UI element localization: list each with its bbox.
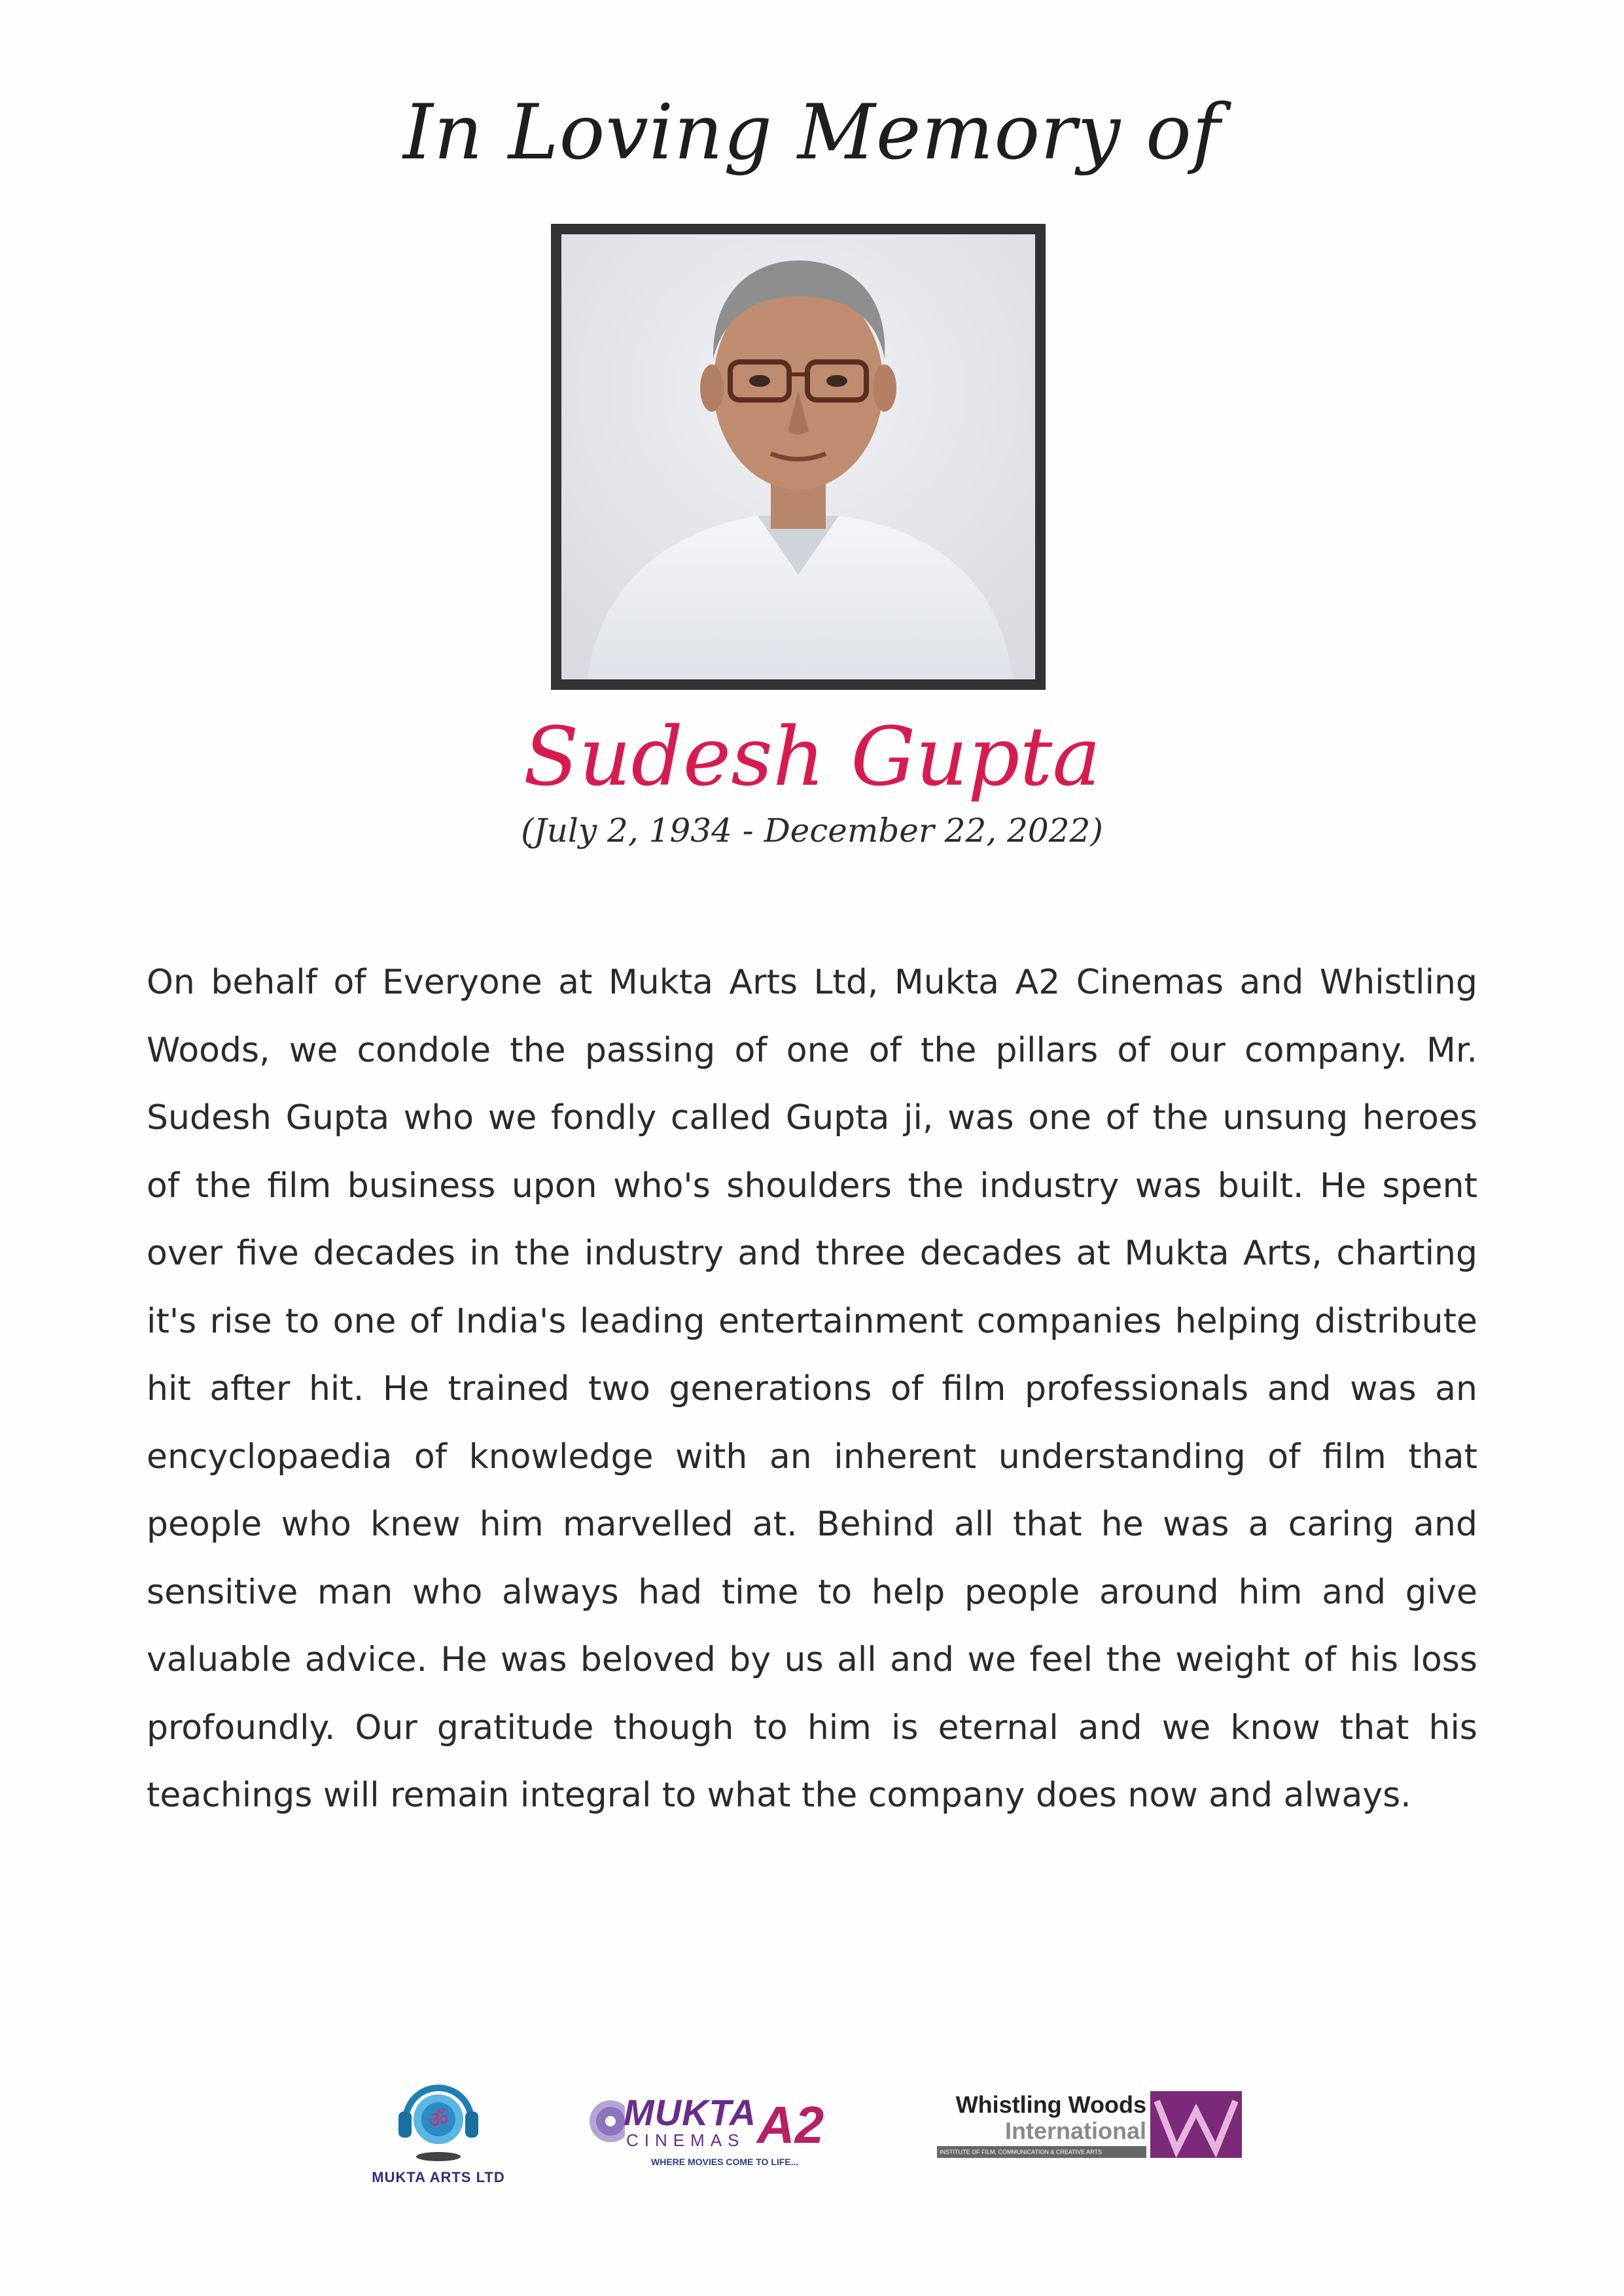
whistling-woods-line1: Whistling Woods [955,2091,1146,2118]
ww-mark-icon [1150,2091,1242,2158]
mukta-a2-cinemas-logo [586,2091,847,2176]
portrait-photo [561,234,1035,679]
portrait-frame [551,224,1046,690]
headphones-globe-icon [389,2068,487,2166]
whistling-woods-line2: International [1004,2117,1146,2144]
sponsor-logos [0,2055,1624,2212]
mukta-wordmark: MUKTA [624,2092,757,2133]
svg-text:ॐ: ॐ [428,2107,449,2133]
tribute-text: On behalf of Everyone at Mukta Arts Ltd, Mukta A2 Cinemas and Whistling Woods, we condole the passing of one of the pillars of our company. Mr. Sudesh Gupta who we fondly called Gupta ji, was one of the unsung heroes of the film business upon who's shoulders the industry was built. He spent over five decades in the industry and three decades at Mukta Arts, charting it's rise to one of India's leading entertainment companies helping distribute hit after hit. He trained two generations of film professionals and was an encyclopaedia of knowledge with an inherent understanding of film that people who knew him marvelled at. Behind all that he was a caring and sensitive man who always had time to help people around him and give valuable advice. He was beloved by us all and we feel the weight of his loss profoundly. Our gratitude though to him is eternal and we know that his teachings will remain integral to what the company does now and always. [147,963,1477,1815]
person-name: Sudesh Gupta [523,710,1101,804]
a2-mark: A2 [757,2096,824,2154]
mukta-arts-label: MUKTA ARTS LTD [372,2169,505,2185]
mukta-arts-logo [366,2068,510,2199]
cinemas-wordmark: CINEMAS [626,2130,745,2150]
whistling-woods-logo [936,2091,1243,2163]
life-dates: (July 2, 1934 - December 22, 2022) [521,812,1103,850]
a2-tagline: WHERE MOVIES COME TO LIFE... [651,2157,799,2167]
memorial-heading: In Loving Memory of [403,88,1221,177]
film-reel-icon [586,2095,625,2147]
whistling-woods-tagline: INSTITUTE OF FILM, COMMUNICATION & CREATIVE ARTS [937,2146,1146,2158]
